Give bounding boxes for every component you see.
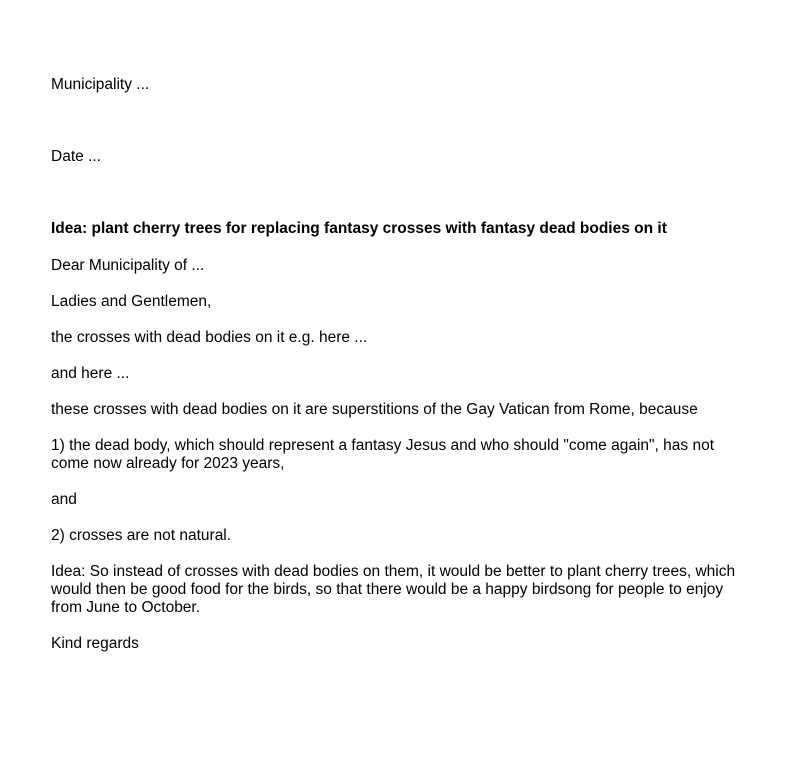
- closing: Kind regards: [51, 635, 139, 652]
- date-line: Date ...: [51, 148, 101, 165]
- subject-line: Idea: plant cherry trees for replacing fantasy crosses with fantasy dead bodies on it: [51, 220, 667, 237]
- municipality-line: Municipality ...: [51, 76, 150, 93]
- idea-line-1: Idea: So instead of crosses with dead bodies on them, it would be better to plant cherry trees, which: [51, 563, 736, 580]
- idea-line-2: would then be good food for the birds, so that there would be a happy birdsong for people to enjoy: [51, 581, 724, 598]
- point-1-line-1: 1) the dead body, which should represent a fantasy Jesus and who should "come again", has not: [51, 437, 714, 454]
- point-2: 2) crosses are not natural.: [51, 527, 232, 544]
- paragraph-and-here: and here ...: [51, 365, 130, 382]
- paragraph-superstitions: these crosses with dead bodies on it are superstitions of the Gay Vatican from Rome, because: [51, 401, 698, 418]
- paragraph-crosses-here: the crosses with dead bodies on it e.g. here ...: [51, 329, 368, 346]
- salutation-municipality: Dear Municipality of ...: [51, 257, 205, 274]
- idea-line-3: from June to October.: [51, 599, 201, 616]
- point-1-line-2: come now already for 2023 years,: [51, 455, 285, 472]
- salutation-ladies-gentlemen: Ladies and Gentlemen,: [51, 293, 212, 310]
- conjunction-and: and: [51, 491, 77, 508]
